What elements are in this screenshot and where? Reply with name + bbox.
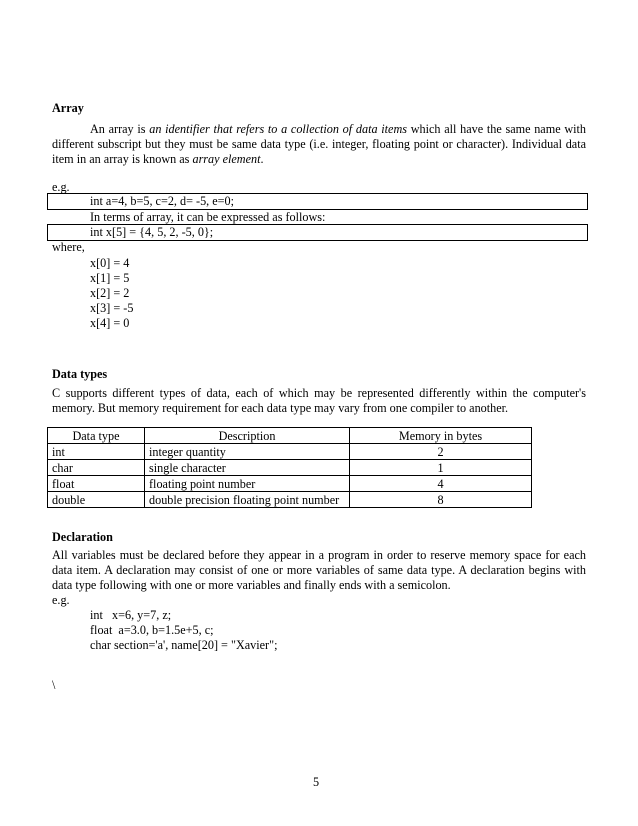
declaration-heading: Declaration <box>52 530 113 544</box>
table-cell: 2 <box>350 444 532 460</box>
table-cell: float <box>48 476 145 492</box>
table-cell: floating point number <box>145 476 350 492</box>
table-cell: 8 <box>350 492 532 508</box>
table-cell: int <box>48 444 145 460</box>
table-cell: integer quantity <box>145 444 350 460</box>
table-row <box>48 444 532 460</box>
table-cell: double <box>48 492 145 508</box>
code-line-2: int x[5] = {4, 5, 2, -5, 0}; <box>90 225 214 239</box>
array-element-1: x[1] = 5 <box>90 271 130 285</box>
array-element-2: x[2] = 2 <box>90 286 130 300</box>
table-header-cell: Memory in bytes <box>350 428 532 444</box>
array-element-4: x[4] = 0 <box>90 316 130 330</box>
array-heading: Array <box>52 101 84 115</box>
code-line-1: int a=4, b=5, c=2, d= -5, e=0; <box>90 194 235 208</box>
datatypes-paragraph: C supports different types of data, each of which may be represented differently within the computer's memory. But memory requirement for each data type may vary from one compiler to another. <box>52 386 586 416</box>
table-cell: char <box>48 460 145 476</box>
where-label: where, <box>52 240 85 254</box>
declaration-eg-label: e.g. <box>52 593 70 607</box>
table-row <box>48 476 532 492</box>
declaration-code-1: int x=6, y=7, z; <box>90 608 172 622</box>
datatypes-table <box>47 427 532 508</box>
declaration-code-3: char section='a', name[20] = "Xavier"; <box>90 638 278 652</box>
table-cell: 1 <box>350 460 532 476</box>
array-paragraph: An array is an identifier that refers to a collection of data items which all have the same name with different subscript but they must be same data type (i.e. integer, floating point or character). Individual data item in an array is known as array element. <box>52 122 586 167</box>
eg-label: e.g. <box>52 180 70 194</box>
table-cell: double precision floating point number <box>145 492 350 508</box>
table-cell: single character <box>145 460 350 476</box>
array-element-0: x[0] = 4 <box>90 256 130 270</box>
table-row <box>48 460 532 476</box>
table-header-row <box>48 428 532 444</box>
table-cell: 4 <box>350 476 532 492</box>
datatypes-heading: Data types <box>52 367 108 381</box>
table-header-cell: Description <box>145 428 350 444</box>
stray-backslash: \ <box>52 678 56 692</box>
array-element-3: x[3] = -5 <box>90 301 134 315</box>
table-row <box>48 492 532 508</box>
declaration-code-2: float a=3.0, b=1.5e+5, c; <box>90 623 214 637</box>
table-header-cell: Data type <box>48 428 145 444</box>
page-number: 5 <box>313 775 320 789</box>
declaration-paragraph: All variables must be declared before they appear in a program in order to reserve memory space for each data item. A declaration may consist of one or more variables of same data type. A declaration begins with data type following with one or more variables and finally ends with a semicolon. <box>52 548 586 593</box>
terms-line: In terms of array, it can be expressed as follows: <box>90 210 326 224</box>
